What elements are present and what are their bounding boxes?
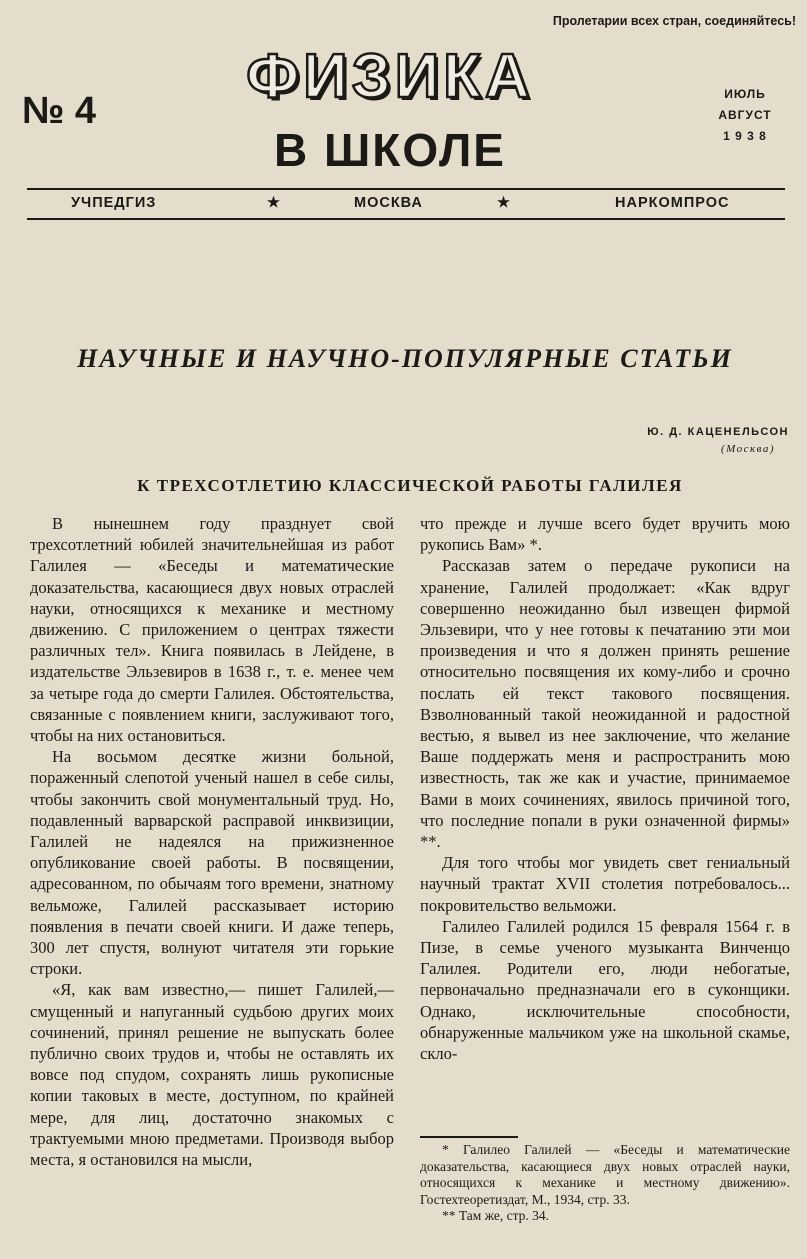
journal-subtitle: В ШКОЛЕ bbox=[274, 124, 506, 176]
star-icon: ★ bbox=[497, 195, 511, 211]
slogan: Пролетарии всех стран, соединяйтесь! bbox=[552, 14, 796, 28]
publisher-left: УЧПЕДГИЗ bbox=[71, 195, 157, 211]
bottom-rule bbox=[27, 218, 785, 220]
paragraph: «Я, как вам известно,— пишет Галилей,— смущенный и напуганный судьбою других моих сочинений, принял решение не выпускать более публично своих трудов и, чтобы не оставлять их вовсе под спудом, сохранять лишь рукописные копии таковых в месте, доступном, по крайней мере, для лиц, достаточно знакомых с трактуемыми мною предметами. Производя выбор места, я остановился на мысли, bbox=[30, 980, 394, 1170]
paragraph: На восьмом десятке жизни больной, пораженный слепотой ученый нашел в себе силы, чтобы закончить свой монументальный труд. Но, подавленный варварской расправой инквизиции, Галилей не надеялся на прижизненное опубликование своей работы. В посвящении, адресованном, по обычаям того времени, знатному вельможе, Галилей рассказывает историю появления в печати своей книги. И даже теперь, 300 лет спустя, волнуют читателя эти горькие строки. bbox=[30, 747, 394, 979]
year: 1 9 3 8 bbox=[723, 129, 767, 143]
issue-date bbox=[700, 84, 790, 147]
publisher-right: НАРКОМПРОС bbox=[615, 195, 730, 211]
footnote: ** Там же, стр. 34. bbox=[442, 1208, 550, 1223]
journal-title: ФИЗИКА bbox=[246, 42, 534, 111]
month-1: ИЮЛЬ bbox=[724, 87, 766, 101]
issue-number: № 4 bbox=[22, 90, 97, 132]
publisher-bar bbox=[27, 193, 785, 217]
right-column bbox=[420, 513, 790, 1064]
top-rule bbox=[27, 188, 785, 190]
paragraph: что прежде и лучше всего будет вручить мою рукопись Вам» *. bbox=[420, 514, 790, 555]
author-name: Ю. Д. КАЦЕНЕЛЬСОН bbox=[647, 426, 789, 438]
paragraph: Рассказав затем о передаче рукописи на хранение, Галилей продолжает: «Как вдруг совершенно неожиданно был извещен фирмой Эльзевири, что у нее готовы к печатанию эти мои произведения и что я должен принять решение относительно посвящения их кому-либо и срочно послать ей текст такового посвящения. Взволнованный такой неожиданной и радостной вестью, я вывел из нее заключение, что желание Ваше поддержать меня и распространить мою известность, так же как и участие, принимаемое Вами в моих сочинениях, явилось причиной того, что последние попали в руки означенной фирмы» **. bbox=[420, 556, 790, 852]
article-title: К ТРЕХСОТЛЕТИЮ КЛАССИЧЕСКОЙ РАБОТЫ ГАЛИЛЕЯ bbox=[137, 476, 683, 495]
footnotes bbox=[420, 1142, 790, 1225]
footnote-rule bbox=[420, 1136, 518, 1138]
month-2: АВГУСТ bbox=[718, 108, 772, 122]
author-block bbox=[647, 424, 789, 458]
star-icon: ★ bbox=[267, 195, 281, 211]
author-city: (Москва) bbox=[720, 443, 775, 455]
paragraph: Галилео Галилей родился 15 февраля 1564 г. в Пизе, в семье ученого музыканта Винченцо Галилея. Родители его, люди небогатые, первоначально предназначали его в суконщики. Однако, исключительные способности, обнаруженные мальчиком уже на школьной скамье, скло- bbox=[420, 916, 790, 1064]
publisher-center: МОСКВА bbox=[354, 195, 423, 211]
left-column bbox=[30, 513, 394, 1170]
paragraph: В нынешнем году празднует свой трехсотлетний юбилей значительнейшая из работ Галилея — «Беседы и математические доказательства, касающиеся двух новых отраслей науки, относящихся к механике и местному движению. С приложением о центрах тяжести различных тел». Книга появилась в Лейдене, в издательстве Эльзевиров в 1638 г., т. е. менее чем за четыре года до смерти Галилея. Обстоятельства, связанные с появлением книги, заслуживают того, чтобы на них остановиться. bbox=[30, 514, 394, 746]
paragraph: Для того чтобы мог увидеть свет гениальный научный трактат XVII столетия потребовалось... покровительство вельможи. bbox=[420, 853, 790, 915]
footnote: * Галилео Галилей — «Беседы и математические доказательства, касающиеся двух новых отраслей науки, относящихся к механике и местному движению». Гостехтеоретиздат, М., 1934, стр. 33. bbox=[420, 1142, 790, 1207]
section-title: НАУЧНЫЕ И НАУЧНО-ПОПУЛЯРНЫЕ СТАТЬИ bbox=[77, 344, 733, 373]
